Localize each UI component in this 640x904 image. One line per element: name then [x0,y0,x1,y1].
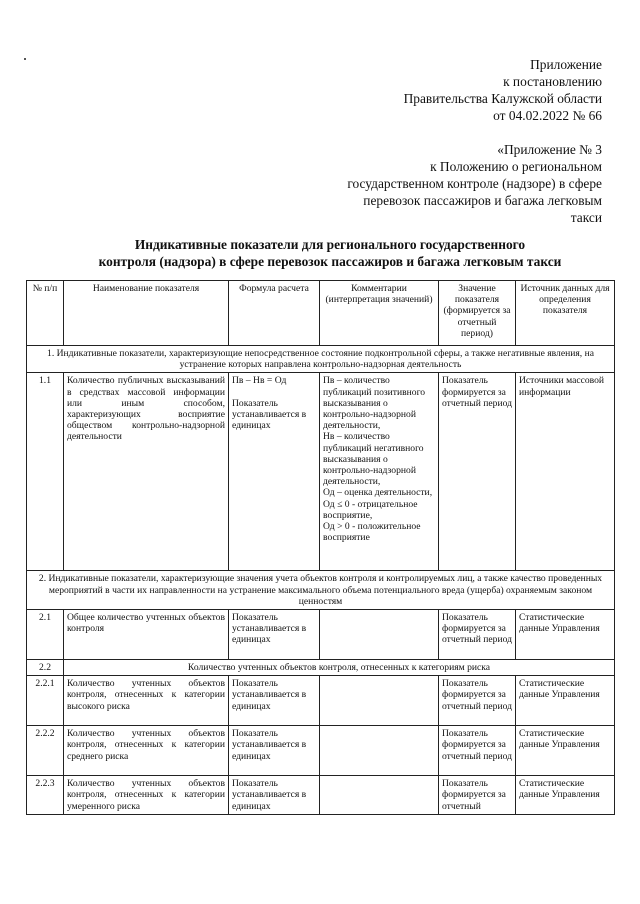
comment-cell [320,676,439,726]
section-row [27,346,615,373]
section-2-heading: 2. Индикативные показатели, характеризующие значения учета объектов контроля и контролируемых лиц, а также качество проведенных мероприятий в части их направленности на устранение максимального объема потенциального вреда (ущерба) охраняемым законом ценностям [27,571,615,610]
formula-cell: Показатель устанавливается в единицах [229,776,320,815]
title-line-2: контроля (надзора) в сфере перевозок пассажиров и багажа легковым такси [98,254,562,269]
table-row [27,776,615,815]
appendix-line: к Положению о региональном [430,159,602,174]
comment-cell [320,726,439,776]
subgroup-heading: Количество учтенных объектов контроля, отнесенных к категориям риска [64,660,615,676]
appendix-line: государственном контроле (надзоре) в сфере [347,176,602,191]
indicators-table [26,280,615,815]
header-no: № п/п [27,281,64,346]
approval-line: к постановлению [503,74,602,89]
source-cell: Статистические данные Управления [516,676,615,726]
indicator-name: Количество учтенных объектов контроля, отнесенных к категории умеренного риска [64,776,229,815]
indicator-name: Количество учтенных объектов контроля, отнесенных к категории среднего риска [64,726,229,776]
header-value: Значение показателя (формируется за отчетный период) [439,281,516,346]
appendix-line: перевозок пассажиров и багажа легковым [363,193,602,208]
table-row [27,726,615,776]
row-number: 2.2.3 [27,776,64,815]
indicator-name: Количество публичных высказываний в средствах массовой информации или иным способом, характеризующих восприятие обществом контрольно-надзорной деятельности [64,373,229,571]
value-cell: Показатель формируется за отчетный [439,776,516,815]
approval-line: Правительства Калужской области [403,91,602,106]
appendix-line: такси [570,210,602,225]
formula-expression: Пв – Нв = Од [232,375,287,387]
table-row [27,610,615,660]
table-row [27,373,615,571]
approval-line: от 04.02.2022 № 66 [493,108,602,123]
source-cell: Источники массовой информации [516,373,615,571]
value-cell: Показатель формируется за отчетный период [439,676,516,726]
formula-unit: Показатель устанавливается в единицах [232,397,307,432]
section-1-heading: 1. Индикативные показатели, характеризующие непосредственное состояние подконтрольной сферы, а также негативные явления, на устранение которых направлена контрольно-надзорная деятельность [27,346,615,373]
appendix-block [347,141,602,226]
row-number: 1.1 [27,373,64,571]
value-cell: Показатель формируется за отчетный период [439,610,516,660]
comment-cell [320,776,439,815]
comment-cell: Пв – количество публикаций позитивного высказывания о контрольно-надзорной деятельности, Нв – количество публикаций негативного высказывания о контрольно-надзорной деятельности, Од – оценка деятельности, Од ≤ 0 - отрицательное восприятие, Од > 0 - положительное восприятие [320,373,439,571]
source-cell: Статистические данные Управления [516,776,615,815]
header-source: Источник данных для определения показателя [516,281,615,346]
source-cell: Статистические данные Управления [516,726,615,776]
indicator-name: Общее количество учтенных объектов контроля [64,610,229,660]
row-number: 2.2 [27,660,64,676]
header-formula: Формула расчета [229,281,320,346]
comment-cell [320,610,439,660]
formula-cell: Показатель устанавливается в единицах [229,676,320,726]
appendix-line: «Приложение № 3 [497,142,602,157]
table-row [27,676,615,726]
formula-cell: Показатель устанавливается в единицах [229,610,320,660]
value-cell: Показатель формируется за отчетный период [439,726,516,776]
row-number: 2.2.1 [27,676,64,726]
scan-speck [24,58,26,60]
source-cell: Статистические данные Управления [516,610,615,660]
document-title [40,236,620,270]
header-comments: Комментарии (интерпретация значений) [320,281,439,346]
section-row [27,571,615,610]
row-number: 2.2.2 [27,726,64,776]
indicator-name: Количество учтенных объектов контроля, отнесенных к категории высокого риска [64,676,229,726]
table-row [27,660,615,676]
title-line-1: Индикативные показатели для регионального государственного [134,237,526,252]
formula-cell: Показатель устанавливается в единицах [229,726,320,776]
row-number: 2.1 [27,610,64,660]
approval-block [404,56,602,124]
approval-line: Приложение [530,57,602,72]
formula-cell [229,373,320,571]
header-row [27,281,615,346]
header-name: Наименование показателя [64,281,229,346]
value-cell: Показатель формируется за отчетный период [439,373,516,571]
